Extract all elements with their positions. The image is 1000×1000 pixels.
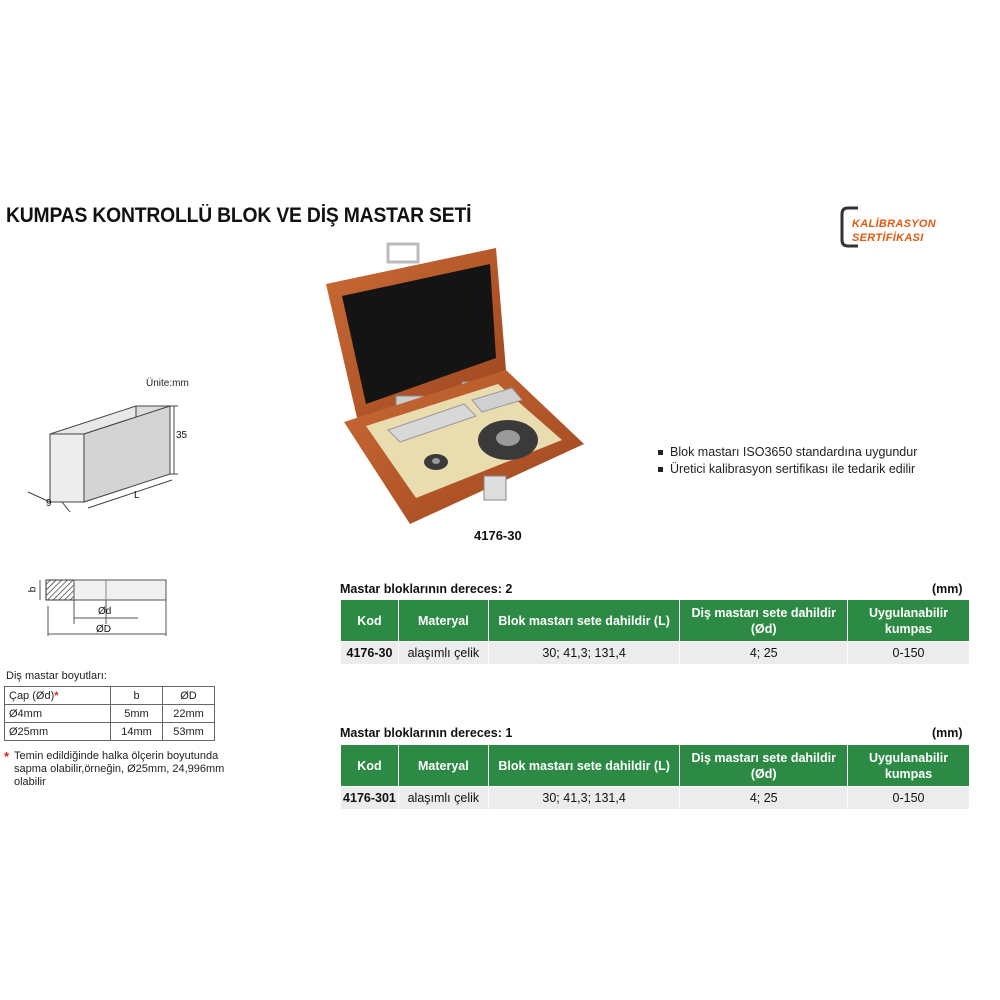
table-cell: 0-150: [848, 642, 970, 664]
column-header: Diş mastarı sete dahildir (Ød): [680, 745, 848, 787]
table-cell: Ø25mm: [5, 723, 111, 741]
column-header: b: [111, 687, 163, 705]
table-row: [5, 723, 215, 741]
table-cell: 0-150: [848, 787, 970, 809]
section-title-grade-1: Mastar bloklarının dereces: 1: [340, 726, 513, 740]
feature-item: Üretici kalibrasyon sertifikası ile tedarik edilir: [656, 461, 917, 478]
table-cell: 14mm: [111, 723, 163, 741]
section-title-grade-2: Mastar bloklarının dereces: 2: [340, 582, 513, 596]
thread-ring-drawing: [28, 568, 178, 645]
table-row: [5, 705, 215, 723]
table-cell: 30; 41,3; 131,4: [488, 787, 680, 809]
column-header: Kod: [341, 745, 399, 787]
product-code-caption: 4176-30: [474, 528, 522, 543]
table-cell: 30; 41,3; 131,4: [488, 642, 680, 664]
table-cell: 4; 25: [680, 642, 848, 664]
table-cell: 4176-301: [341, 787, 399, 809]
page-title: KUMPAS KONTROLLÜ BLOK VE DİŞ MASTAR SETİ: [6, 204, 472, 227]
table-cell: 53mm: [163, 723, 215, 741]
feature-item: Blok mastarı ISO3650 standardına uygundur: [656, 444, 917, 461]
inner-diameter-label: Ød: [98, 606, 112, 617]
gauge-block-drawing: [26, 394, 206, 529]
footnote-text: Temin edildiğinde halka ölçerin boyutunda sapma olabilir,örneğin, Ø25mm, 24,996mm olabilir: [14, 750, 225, 788]
calibration-certificate-badge: [840, 204, 970, 250]
table-header-row: [5, 687, 215, 705]
spec-table-grade-2: [340, 599, 970, 664]
badge-line-1: KALİBRASYON: [852, 218, 936, 230]
section-unit: (mm): [932, 726, 963, 740]
column-header: Materyal: [398, 600, 488, 642]
column-header: Blok mastarı sete dahildir (L): [488, 600, 680, 642]
column-header: ØD: [163, 687, 215, 705]
column-header: Blok mastarı sete dahildir (L): [488, 745, 680, 787]
table-cell: 22mm: [163, 705, 215, 723]
height-dimension-label: 35: [176, 430, 188, 441]
column-header: Uygulanabilir kumpas: [848, 745, 970, 787]
section-unit: (mm): [932, 582, 963, 596]
unit-label: Ünite:mm: [146, 378, 189, 389]
spec-table-grade-1: [340, 744, 970, 809]
badge-line-2: SERTİFİKASI: [852, 232, 924, 244]
table-row: [341, 787, 970, 809]
table-cell: alaşımlı çelik: [398, 787, 488, 809]
table-header-row: [341, 745, 970, 787]
table-cell: 5mm: [111, 705, 163, 723]
b-dimension-label: b: [27, 586, 39, 593]
footnote: [4, 750, 234, 789]
table-cell: Ø4mm: [5, 705, 111, 723]
product-photo: [322, 240, 586, 531]
table-cell: 4176-30: [341, 642, 399, 664]
table-cell: 4; 25: [680, 787, 848, 809]
outer-diameter-label: ØD: [96, 624, 111, 635]
length-dimension-label: L: [134, 490, 140, 501]
depth-dimension-label: 9: [46, 498, 52, 509]
feature-list: [656, 444, 917, 478]
table-cell: alaşımlı çelik: [398, 642, 488, 664]
table-row: [341, 642, 970, 664]
footnote-star-icon: *: [4, 749, 10, 764]
column-header: Çap (Ød)*: [5, 687, 111, 705]
column-header: Uygulanabilir kumpas: [848, 600, 970, 642]
column-header: Materyal: [398, 745, 488, 787]
table-header-row: [341, 600, 970, 642]
column-header: Kod: [341, 600, 399, 642]
ring-dimensions-caption: Diş mastar boyutları:: [6, 670, 107, 682]
ring-dimensions-table: [4, 686, 215, 741]
column-header: Diş mastarı sete dahildir (Ød): [680, 600, 848, 642]
